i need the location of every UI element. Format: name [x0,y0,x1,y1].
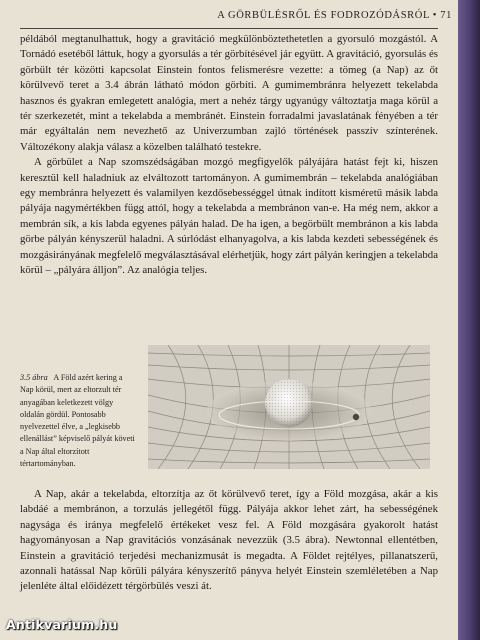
paragraph-2: A görbület a Nap szomszédságában mozgó megfigyelők pályájára hatást fejt ki, hiszen keresztül kell haladniuk az elváltozott tartományon. A gumimembrán – tekelabda analógiában egy membránra helyezett és valamilyen kezdősebességgel útnak indított kisméretű másik labda pályája nagymértékben függ attól, hogy a tekelabda a membránon van-e. Ha még nem, akkor a membrán sík, a kis labda egyenes pályán halad. De ha igen, a begörbült membránon a kis labda görbe pályán kényszerül haladni. A súrlódást elhanyagolva, a kis labda kezdeti sebességének és mozgásirányának megfelelő megválasztásával elérhetjük, hogy zárt pályán keringjen a tekelabda körül – „pályára álljon”. Az analógia teljes. [20,156,438,277]
paragraph-3: A Nap, akár a tekelabda, eltorzítja az őt körülvevő teret, így a Föld mozgása, akár a kis labdáé a membránon, a torzulás jellegétől függ. Pályája akkor lehet zárt, ha sebességének nagysága és iránya megfelelő értékeket vesz fel. A Föld mozgására gyakorolt hatást hagyományosan a Nap gravitációs vonzásának nevezzük (3.5 ábra). Newtonnal ellentétben, Einstein a gravitáció terjedési mechanizmusát is megadta. A Földet rejtélyes, pillanatszerű, azonnali hatással Nap körüli pályára kényszerítő pányva helyét Einstein szemléletében a Nap jelenléte által előidézett térgörbülés veszi át. [20,488,438,593]
header-rule [20,28,438,29]
figure-caption [20,372,138,470]
figure-warped-space-illustration [148,345,430,469]
figure-caption-text: A Föld azért kering a Nap körül, mert az eltorzult tér anyagában keletkezett völgy oldalán gördül. Pontosabb nyelvezettel élve, a „legkisebb ellenállást” képviselő pályát követi a Nap által eltorzított tértartományban. [20,373,135,469]
body-text-bottom [20,487,438,595]
warped-grid-image [148,345,430,469]
book-spine-edge [458,0,480,640]
paragraph-1: példából megtanulhattuk, hogy a gravitáció megkülönböztethetetlen a gyorsuló mozgástól. A Tornádó esetéből láttuk, hogy a gyorsulás a tér görbítésével jár együtt. A gravitáció, gyorsulás és görbült tér közötti kapcsolat Einstein fontos felismerésre vezette: a tömeg (a Nap) az őt körülvevő teret a 3.4 ábrán látható módon görbíti. A gumimembránra helyezett tekelabda hasznos és gyakran emlegetett analógia, mert a nehéz tárgy ugyanúgy változtatja maga körül a tér szerkezetét, mint a tekelabda a membránét. Einstein forradalmi javaslatának fényében a tér már egyáltalán nem nevezhető az Univerzumban zajló történések passzív színterének. Változékony alakja válasz a közelben található testekre. [20,33,438,153]
running-header: A GÖRBÜLÉSRŐL ÉS FODROZÓDÁSRÓL • 71 [217,10,452,21]
figure-number: 3.5 ábra [20,373,48,382]
body-text-top [20,32,438,279]
watermark-logo: Antikvarium.hu [6,617,118,632]
